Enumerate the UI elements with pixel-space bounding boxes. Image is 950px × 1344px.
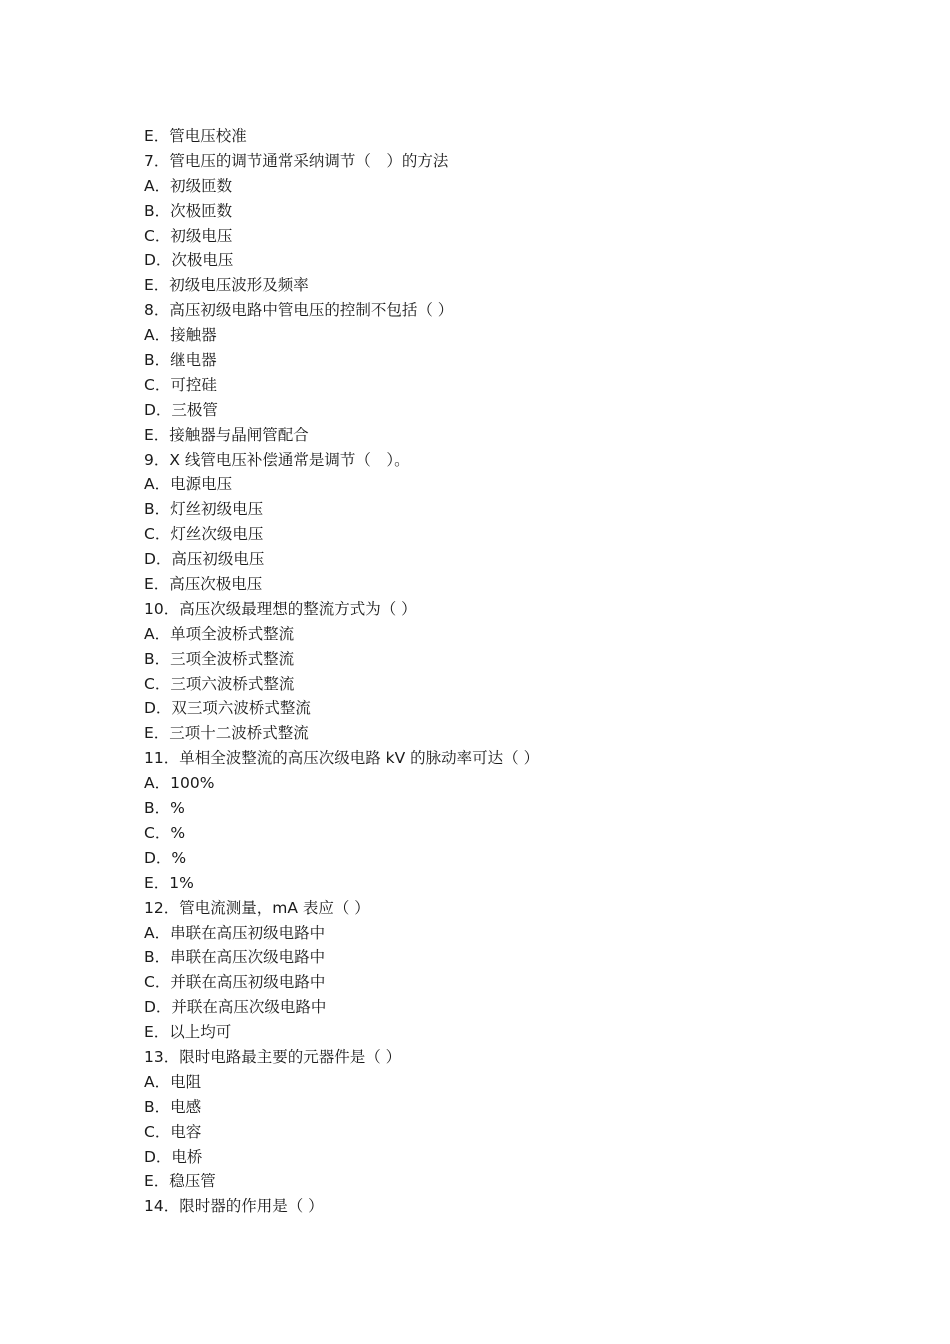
option-d-text: D．% xyxy=(144,848,187,867)
option-c-text: C．三项六波桥式整流 xyxy=(144,674,295,693)
option-e-text: E．初级电压波形及频率 xyxy=(144,276,309,295)
document-page xyxy=(144,124,844,1219)
option-e-text: E．三项十二波桥式整流 xyxy=(144,724,309,743)
option-b-text: B．灯丝初级电压 xyxy=(144,500,264,519)
option-e-text: E．管电压校准 xyxy=(144,127,247,145)
question-14-text: 14．限时器的作用是（ ） xyxy=(144,1197,324,1216)
option-a-text: A．接触器 xyxy=(144,326,217,345)
option-c-text: C．灯丝次级电压 xyxy=(144,525,264,544)
question-9-text: 9．X 线管电压补偿通常是调节（ ）。 xyxy=(144,450,410,469)
question-8-text: 8．高压初级电路中管电压的控制不包括（ ） xyxy=(144,301,454,320)
question-10-text: 10．高压次级最理想的整流方式为（ ） xyxy=(144,599,417,618)
option-e-text: E．以上均可 xyxy=(144,1023,232,1042)
option-b-text: B．次极匝数 xyxy=(144,201,233,220)
option-a-text: A．电阻 xyxy=(144,1072,202,1091)
question-7-text: 7．管电压的调节通常采纳调节（ ）的方法 xyxy=(144,151,449,170)
option-a-text: A．电源电压 xyxy=(144,475,233,494)
option-e-text: E．1% xyxy=(144,873,194,892)
question-13-text: 13．限时电路最主要的元器件是（ ） xyxy=(144,1047,402,1066)
option-d-text: D．并联在高压次级电路中 xyxy=(144,998,327,1017)
option-c-text: C．可控硅 xyxy=(144,375,217,394)
option-a-text: A．单项全波桥式整流 xyxy=(144,624,295,643)
option-c-text: C．% xyxy=(144,823,186,842)
option-e-text: E．高压次极电压 xyxy=(144,575,263,594)
option-d-text: D．电桥 xyxy=(144,1147,203,1166)
option-d-text: D．双三项六波桥式整流 xyxy=(144,699,311,718)
option-b-text: B．继电器 xyxy=(144,351,217,370)
option-d-text: D．三极管 xyxy=(144,400,218,419)
option-e-text: E．稳压管 xyxy=(144,1172,216,1191)
option-d-text: D．次极电压 xyxy=(144,251,234,270)
option-a-text: A．初级匝数 xyxy=(144,176,233,195)
option-e-text: E．接触器与晶闸管配合 xyxy=(144,425,309,444)
option-b-text: B．% xyxy=(144,799,185,818)
question-12-text: 12．管电流测量，mA 表应（ ） xyxy=(144,898,370,917)
option-c-text: C．并联在高压初级电路中 xyxy=(144,973,326,992)
option-c-text: C．初级电压 xyxy=(144,226,233,245)
option-c-text: C．电容 xyxy=(144,1122,202,1141)
option-b-text: B．电感 xyxy=(144,1097,202,1116)
option-d-text: D．高压初级电压 xyxy=(144,550,265,569)
question-11-text: 11．单相全波整流的高压次级电路 kV 的脉动率可达（ ） xyxy=(144,749,540,768)
option-a-text: A．100% xyxy=(144,774,215,793)
option-a-text: A．串联在高压初级电路中 xyxy=(144,923,326,942)
option-b-text: B．三项全波桥式整流 xyxy=(144,649,295,668)
option-b-text: B．串联在高压次级电路中 xyxy=(144,948,326,967)
